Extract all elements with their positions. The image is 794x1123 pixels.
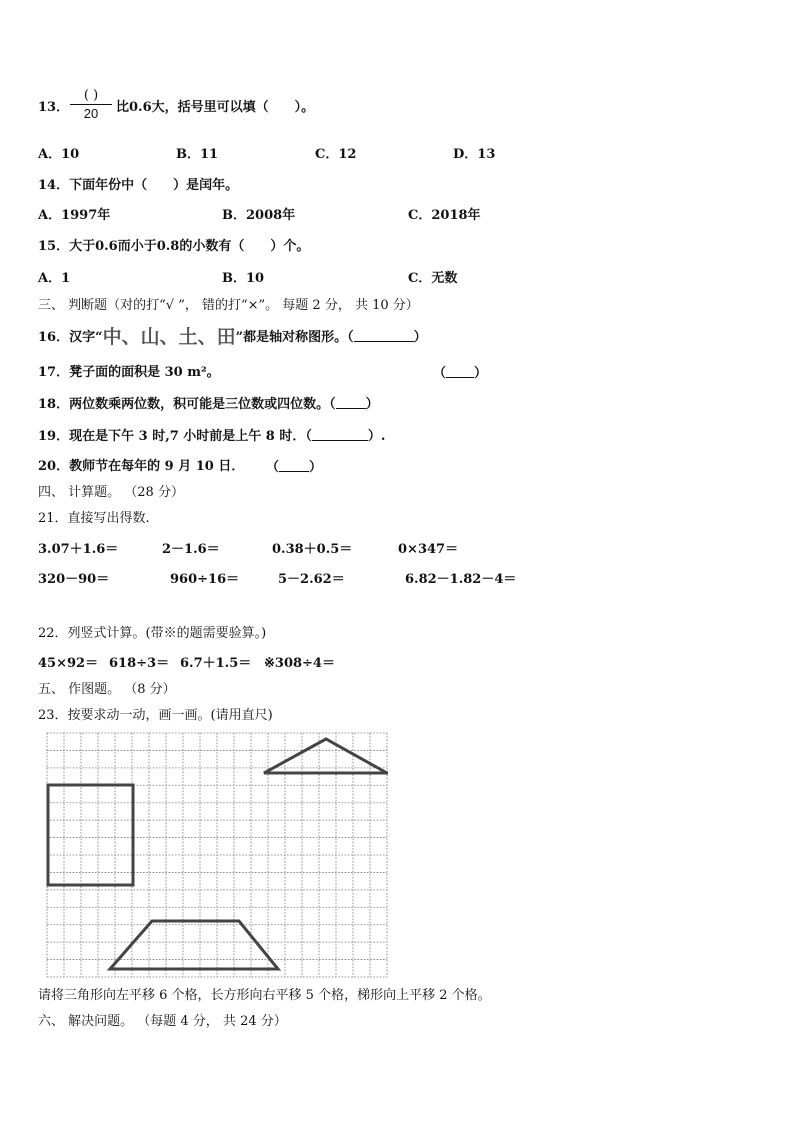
q21-r1-item-2: 2－1.6＝ xyxy=(162,542,220,557)
q17-text: 17．凳子面的面积是 30 m²。 xyxy=(38,365,220,380)
section-4-title: 四、 计算题。 （28 分） xyxy=(38,485,184,500)
q23-drawing-grid xyxy=(46,732,388,978)
q17-answer xyxy=(433,365,487,382)
section-5-title: 五、 作图题。 （8 分） xyxy=(38,682,176,697)
trapezoid-shape xyxy=(110,921,278,969)
q14-option-a: A．1997年 xyxy=(38,208,111,223)
q13-option-d: D．13 xyxy=(453,147,496,162)
q18-end: ） xyxy=(365,397,379,412)
q18-line xyxy=(38,396,379,413)
section-6-title: 六、 解决问题。 （每题 4 分， 共 24 分） xyxy=(38,1014,287,1029)
q13-number: 13． xyxy=(38,100,70,115)
q16-prefix: 16．汉字“ xyxy=(38,330,103,345)
q16-answer-blank xyxy=(354,329,414,342)
q15-option-b: B．10 xyxy=(222,271,265,286)
q13-fraction-denominator: 20 xyxy=(83,106,99,121)
q13-text: 比0.6大，括号里可以填（ ）。 xyxy=(116,100,315,115)
q19-answer-blank xyxy=(312,428,368,441)
q18-text: 18．两位数乘两位数，积可能是三位数或四位数。（ xyxy=(38,397,336,412)
q16-symbol-chars: 中、山、土、田 xyxy=(102,327,236,348)
q16-end: ） xyxy=(413,330,427,345)
section-3-title: 三、 判断题（对的打“√ ”， 错的打“×”。 每题 2 分， 共 10 分） xyxy=(38,298,419,313)
q17-answer-blank xyxy=(446,365,474,378)
q15-option-c: C．无数 xyxy=(408,271,458,286)
q15-text: 15．大于0.6而小于0.8的小数有（ ）个。 xyxy=(38,239,310,254)
q21-r1-item-3: 0.38＋0.5＝ xyxy=(272,542,353,557)
grid-lines xyxy=(47,733,387,977)
q23-instruction: 请将三角形向左平移 6 个格，长方形向右平移 5 个格，梯形向上平移 2 个格。 xyxy=(38,988,491,1003)
q13-option-a: A．10 xyxy=(38,147,80,162)
q20-answer-blank xyxy=(279,459,309,472)
q16-suffix: ”都是轴对称图形。（ xyxy=(235,330,354,345)
q13-fraction-numerator: ( ) xyxy=(83,88,99,103)
q14-option-c: C．2018年 xyxy=(408,208,481,223)
rectangle-shape xyxy=(48,785,133,885)
q19-end: ）. xyxy=(367,429,386,444)
q22-item-3: 6.7＋1.5＝ xyxy=(180,656,252,671)
q16-line xyxy=(38,328,427,348)
q13-option-b: B．11 xyxy=(176,147,219,162)
q22-item-1: 45×92＝ xyxy=(38,656,99,671)
q20-answer xyxy=(266,459,322,476)
q19-text: 19．现在是下午 3 时,7 小时前是上午 8 时．（ xyxy=(38,429,312,444)
q21-r2-item-1: 320－90＝ xyxy=(38,572,110,587)
q17-paren-close: ） xyxy=(474,366,488,381)
q13-fraction-bar xyxy=(70,104,112,105)
q22-text: 22．列竖式计算。(带※的题需要验算。) xyxy=(38,626,267,641)
q15-option-a: A．1 xyxy=(38,271,71,286)
q21-r2-item-4: 6.82－1.82－4＝ xyxy=(405,572,517,587)
q14-text: 14．下面年份中（ ）是闰年。 xyxy=(38,178,239,193)
q18-answer-blank xyxy=(336,396,366,409)
q22-item-2: 618÷3＝ xyxy=(109,656,170,671)
q13-option-c: C．12 xyxy=(315,147,357,162)
q19-line xyxy=(38,428,385,445)
q14-option-b: B．2008年 xyxy=(222,208,296,223)
q21-r1-item-1: 3.07＋1.6＝ xyxy=(38,542,119,557)
q20-paren-open: （ xyxy=(266,460,280,475)
q21-text: 21．直接写出得数. xyxy=(38,511,150,526)
q13-fraction xyxy=(68,88,114,124)
q21-r2-item-3: 5－2.62＝ xyxy=(278,572,345,587)
q23-text: 23．按要求动一动，画一画。(请用直尺) xyxy=(38,708,273,723)
q17-paren-open: （ xyxy=(433,366,447,381)
q21-r1-item-4: 0×347＝ xyxy=(398,542,459,557)
q20-paren-close: ） xyxy=(309,460,323,475)
q22-item-4: ※308÷4＝ xyxy=(264,656,335,671)
q20-text: 20．教师节在每年的 9 月 10 日． xyxy=(38,459,245,474)
q21-r2-item-2: 960÷16＝ xyxy=(170,572,240,587)
